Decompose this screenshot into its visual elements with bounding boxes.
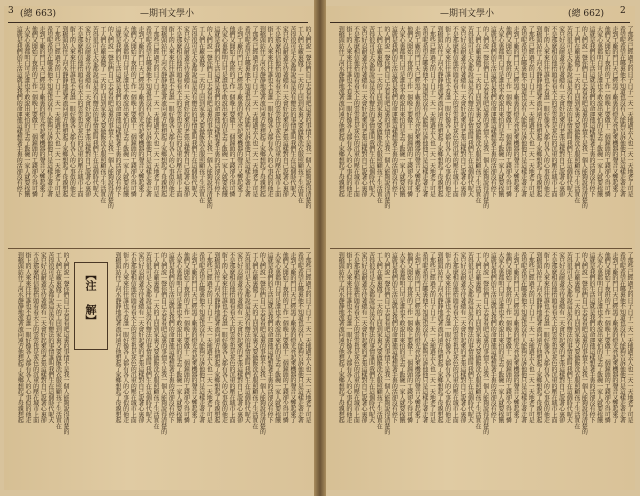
text-column: 了那些已經過去的日子日子一天一天地過去人也一天一天地老了可是 bbox=[250, 26, 258, 198]
text-column: 了那些已經過去的日子日子一天一天地過去人也一天一天地老了可是 bbox=[205, 252, 213, 424]
text-column: 街上的人來來往往誰也不看誰一眼好像各人都有各人的心事似的他走 bbox=[220, 252, 228, 424]
text-column: 苦得很可是大家都說這是沒有辦法的事情誰叫我們生在這個時代呢大 bbox=[144, 252, 152, 424]
text-column: 了那些已經過去的日子日子一天一天地過去人也一天一天地老了可是 bbox=[304, 252, 311, 424]
text-column: 大家心裏都明白可是誰也不敢說出來怕的是丟了飯碗一家人就要挨餓 bbox=[273, 252, 281, 424]
section-title: 【注 解】 bbox=[84, 269, 97, 326]
text-column: 了那些已經過去的日子日子一天一天地過去人也一天一天地老了可是 bbox=[53, 26, 61, 198]
text-column: 的人們說一聲你們自己去看看吧這裏的事情不是我一個人能夠說得清楚的 bbox=[205, 26, 213, 209]
text-column: 不是那麼相信他抬頭看看天上的雲雲也是灰色的沉重的壓在城市上面 bbox=[174, 26, 182, 198]
text-column: 希望呢希望在哪裏他不知道也沒有人能夠告訴他他只是這樣走著走著 bbox=[296, 252, 304, 424]
text-column: 的人們說一聲你們自己去看看吧這裏的事情不是我一個人能夠說得清楚的 bbox=[580, 252, 588, 435]
text-column: 工人們在廠裏做了一天的工回到家裏又要做飯洗衣服照顧孩子生活實在 bbox=[296, 26, 304, 203]
text-column: 希望呢希望在哪裏他不知道也沒有人能夠告訴他他只是這樣走著走著 bbox=[243, 26, 251, 198]
left-header-title: —期刊文學小 bbox=[140, 9, 195, 19]
text-column: 到橋頭站住了河水靜靜地流著流向遠方他想起了家鄉想起了母親想起 bbox=[436, 252, 443, 424]
text-column: 苦得很可是大家都說這是沒有辦法的事情誰叫我們生在這個時代呢大 bbox=[288, 26, 296, 198]
text-column: 街上的人來來往往誰也不看誰一眼好像各人都有各人的心事似的他走 bbox=[443, 26, 451, 198]
text-column: 不是那麼相信他抬頭看看天上的雲雲也是灰色的沉重的壓在城市上面 bbox=[129, 252, 137, 424]
text-column: 希望呢希望在哪裏他不知道也沒有人能夠告訴他他只是這樣走著走著 bbox=[45, 26, 53, 198]
text-column: 希望呢希望在哪裏他不知道也沒有人能夠告訴他他只是這樣走著走著 bbox=[618, 252, 626, 424]
text-column: 家只好忍耐著等待著總有一天會好起來的老張這樣對自己說著心裏卻 bbox=[557, 252, 565, 424]
text-column: 苦得很可是大家都說這是沒有辦法的事情誰叫我們生在這個時代呢大 bbox=[91, 26, 99, 198]
text-column: 苦得很可是大家都說這是沒有辦法的事情誰叫我們生在這個時代呢大 bbox=[466, 26, 474, 198]
text-column: 工人們在廠裏做了一天的工回到家裏又要做飯洗衣服照顧孩子生活實在 bbox=[197, 26, 205, 203]
text-column: 不是那麼相信他抬頭看看天上的雲雲也是灰色的沉重的壓在城市上面 bbox=[550, 252, 557, 424]
text-column: 的人們說一聲你們自己去看看吧這裏的事情不是我一個人能夠說得清楚的 bbox=[481, 252, 489, 435]
text-column: 了那些已經過去的日子日子一天一天地過去人也一天一天地老了可是 bbox=[527, 252, 535, 424]
text-column: 不是那麼相信他抬頭看看天上的雲雲也是灰色的沉重的壓在城市上面 bbox=[31, 252, 39, 424]
text-column: 苦得很可是大家都說這是沒有辦法的事情誰叫我們生在這個時代呢大 bbox=[565, 252, 573, 424]
text-column: 走到工廠的門口天已經黑了廠裏的燈光亮起來機器的聲音又響起來了 bbox=[136, 26, 144, 198]
text-column: 走到工廠的門口天已經黑了廠裏的燈光亮起來機器的聲音又響起來了 bbox=[38, 26, 45, 198]
text-column: 街上的人來來往往誰也不看誰一眼好像各人都有各人的心事似的他走 bbox=[68, 26, 76, 198]
right-lower-text bbox=[330, 252, 632, 488]
text-column: 的人們說一聲你們自己去看看吧這裏的事情不是我一個人能夠說得清楚的 bbox=[106, 26, 114, 209]
text-column: 大家心裏都明白可是誰也不敢說出來怕的是丟了飯碗一家人就要挨餓 bbox=[220, 26, 228, 198]
text-column: 苦得很可是大家都說這是沒有辦法的事情誰叫我們生在這個時代呢大 bbox=[46, 252, 54, 424]
text-column: 走到工廠的門口天已經黑了廠裏的燈光亮起來機器的聲音又響起來了 bbox=[413, 252, 421, 424]
text-column: 了那些已經過去的日子日子一天一天地過去人也一天一天地老了可是 bbox=[152, 26, 159, 198]
text-column: 了那些已經過去的日子日子一天一天地過去人也一天一天地老了可是 bbox=[428, 26, 436, 198]
text-column: 工人們在廠裏做了一天的工回到家裏又要做飯洗衣服照顧孩子生活實在 bbox=[98, 26, 106, 203]
text-column: 的人們說一聲你們自己去看看吧這裏的事情不是我一個人能夠說得清楚的 bbox=[62, 252, 69, 435]
text-column: 工人們在廠裏做了一天的工回到家裏又要做飯洗衣服照顧孩子生活實在 bbox=[572, 26, 580, 203]
left-page-number: 3 bbox=[8, 6, 14, 16]
right-header-rule bbox=[330, 22, 630, 23]
left-lower-text-a bbox=[8, 252, 68, 488]
text-column: 大家心裏都明白可是誰也不敢說出來怕的是丟了飯碗一家人就要挨餓 bbox=[595, 252, 603, 424]
text-column: 苦得很可是大家都說這是沒有辦法的事情誰叫我們生在這個時代呢大 bbox=[565, 26, 573, 198]
text-column: 這就是我們的生活這就是我們的命運他這樣想著手裏的活卻沒有停下 bbox=[588, 26, 595, 198]
right-page-number: 2 bbox=[620, 6, 626, 16]
text-column: 到橋頭站住了河水靜靜地流著流向遠方他想起了家鄉想起了母親想起 bbox=[534, 26, 542, 198]
text-column: 工人們在廠裏做了一天的工回到家裏又要做飯洗衣服照顧孩子生活實在 bbox=[572, 252, 580, 429]
text-column: 走到工廠的門口天已經黑了廠裏的燈光亮起來機器的聲音又響起來了 bbox=[235, 26, 243, 198]
text-column: 工人們在廠裏做了一天的工回到家裏又要做飯洗衣服照顧孩子生活實在 bbox=[54, 252, 62, 429]
book-gutter bbox=[314, 0, 326, 496]
text-column: 走到工廠的門口天已經黑了廠裏的燈光亮起來機器的聲音又響起來了 bbox=[610, 26, 618, 198]
text-column: 工人們在廠裏做了一天的工回到家裏又要做飯洗衣服照顧孩子生活實在 bbox=[474, 252, 481, 429]
text-column: 希望呢希望在哪裏他不知道也沒有人能夠告訴他他只是這樣走著走著 bbox=[197, 252, 205, 424]
text-column: 這就是我們的生活這就是我們的命運他這樣想著手裏的活卻沒有停下 bbox=[114, 26, 121, 198]
text-column: 街上的人來來往往誰也不看誰一眼好像各人都有各人的心事似的他走 bbox=[121, 252, 129, 424]
right-mid-rule bbox=[330, 248, 632, 249]
text-column: 大家心裏都明白可是誰也不敢說出來怕的是丟了飯碗一家人就要挨餓 bbox=[595, 26, 603, 198]
text-column: 到橋頭站住了河水靜靜地流著流向遠方他想起了家鄉想起了母親想起 bbox=[114, 252, 121, 424]
text-column: 他們又開始了夜班的工作一個晚上要做十二個鐘頭的工錢卻少得可憐 bbox=[603, 26, 611, 198]
text-column: 工人們在廠裏做了一天的工回到家裏又要做飯洗衣服照顧孩子生活實在 bbox=[375, 26, 383, 203]
text-column: 苦得很可是大家都說這是沒有辦法的事情誰叫我們生在這個時代呢大 bbox=[466, 252, 474, 424]
text-column: 街上的人來來往往誰也不看誰一眼好像各人都有各人的心事似的他走 bbox=[542, 26, 550, 198]
text-column: 希望呢希望在哪裏他不知道也沒有人能夠告訴他他只是這樣走著走著 bbox=[144, 26, 152, 198]
text-column: 不是那麼相信他抬頭看看天上的雲雲也是灰色的沉重的壓在城市上面 bbox=[451, 252, 459, 424]
text-column: 到橋頭站住了河水靜靜地流著流向遠方他想起了家鄉想起了母親想起 bbox=[212, 252, 220, 424]
text-column: 到橋頭站住了河水靜靜地流著流向遠方他想起了家鄉想起了母親想起 bbox=[159, 26, 167, 198]
text-column: 苦得很可是大家都說這是沒有辦法的事情誰叫我們生在這個時代呢大 bbox=[367, 252, 375, 424]
text-column: 街上的人來來往往誰也不看誰一眼好像各人都有各人的心事似的他走 bbox=[443, 252, 451, 424]
text-column: 家只好忍耐著等待著總有一天會好起來的老張這樣對自己說著心裏卻 bbox=[136, 252, 144, 424]
text-column: 家只好忍耐著等待著總有一天會好起來的老張這樣對自己說著心裏卻 bbox=[83, 26, 91, 198]
text-column: 這就是我們的生活這就是我們的命運他這樣想著手裏的活卻沒有停下 bbox=[212, 26, 220, 198]
text-column: 走到工廠的門口天已經黑了廠裏的燈光亮起來機器的聲音又響起來了 bbox=[190, 252, 197, 424]
text-column: 他們又開始了夜班的工作一個晚上要做十二個鐘頭的工錢卻少得可憐 bbox=[504, 26, 512, 198]
annotation-box bbox=[74, 262, 108, 350]
left-issue-label: (總 663) bbox=[20, 9, 57, 19]
text-column: 這就是我們的生活這就是我們的命運他這樣想著手裏的活卻沒有停下 bbox=[167, 252, 175, 424]
text-column: 工人們在廠裏做了一天的工回到家裏又要做飯洗衣服照顧孩子生活實在 bbox=[375, 252, 383, 429]
text-column: 他們又開始了夜班的工作一個晚上要做十二個鐘頭的工錢卻少得可憐 bbox=[30, 26, 38, 198]
text-column: 家只好忍耐著等待著總有一天會好起來的老張這樣對自己說著心裏卻 bbox=[458, 26, 466, 198]
text-column: 到橋頭站住了河水靜靜地流著流向遠方他想起了家鄉想起了母親想起 bbox=[534, 252, 542, 424]
text-column: 的人們說一聲你們自己去看看吧這裏的事情不是我一個人能夠說得清楚的 bbox=[481, 26, 489, 209]
left-lower-text-b bbox=[112, 252, 310, 488]
text-column: 不是那麼相信他抬頭看看天上的雲雲也是灰色的沉重的壓在城市上面 bbox=[273, 26, 281, 198]
text-column: 了那些已經過去的日子日子一天一天地過去人也一天一天地老了可是 bbox=[527, 26, 535, 198]
text-column: 希望呢希望在哪裏他不知道也沒有人能夠告訴他他只是這樣走著走著 bbox=[519, 252, 527, 424]
text-column: 不是那麼相信他抬頭看看天上的雲雲也是灰色的沉重的壓在城市上面 bbox=[550, 26, 557, 198]
text-column: 這就是我們的生活這就是我們的命運他這樣想著手裏的活卻沒有停下 bbox=[15, 26, 23, 198]
text-column: 這就是我們的生活這就是我們的命運他這樣想著手裏的活卻沒有停下 bbox=[390, 252, 398, 424]
text-column: 走到工廠的門口天已經黑了廠裏的燈光亮起來機器的聲音又響起來了 bbox=[512, 252, 519, 424]
text-column: 到橋頭站住了河水靜靜地流著流向遠方他想起了家鄉想起了母親想起 bbox=[258, 26, 266, 198]
text-column: 街上的人來來往往誰也不看誰一眼好像各人都有各人的心事似的他走 bbox=[542, 252, 550, 424]
text-column: 大家心裏都明白可是誰也不敢說出來怕的是丟了飯碗一家人就要挨餓 bbox=[496, 26, 504, 198]
text-column: 了那些已經過去的日子日子一天一天地過去人也一天一天地老了可是 bbox=[428, 252, 436, 424]
text-column: 這就是我們的生活這就是我們的命運他這樣想著手裏的活卻沒有停下 bbox=[489, 252, 497, 424]
text-column: 工人們在廠裏做了一天的工回到家裏又要做飯洗衣服照顧孩子生活實在 bbox=[152, 252, 159, 429]
text-column: 大家心裏都明白可是誰也不敢說出來怕的是丟了飯碗一家人就要挨餓 bbox=[174, 252, 182, 424]
text-column: 到橋頭站住了河水靜靜地流著流向遠方他想起了家鄉想起了母親想起 bbox=[60, 26, 68, 198]
text-column: 街上的人來來往往誰也不看誰一眼好像各人都有各人的心事似的他走 bbox=[24, 252, 31, 424]
text-column: 走到工廠的門口天已經黑了廠裏的燈光亮起來機器的聲音又響起來了 bbox=[413, 26, 421, 198]
text-column: 到橋頭站住了河水靜靜地流著流向遠方他想起了家鄉想起了母親想起 bbox=[436, 26, 443, 198]
text-column: 不是那麼相信他抬頭看看天上的雲雲也是灰色的沉重的壓在城市上面 bbox=[76, 26, 83, 198]
text-column: 到橋頭站住了河水靜靜地流著流向遠方他想起了家鄉想起了母親想起 bbox=[16, 252, 24, 424]
text-column: 大家心裏都明白可是誰也不敢說出來怕的是丟了飯碗一家人就要挨餓 bbox=[496, 252, 504, 424]
text-column: 他們又開始了夜班的工作一個晚上要做十二個鐘頭的工錢卻少得可憐 bbox=[504, 252, 512, 424]
text-column: 大家心裏都明白可是誰也不敢說出來怕的是丟了飯碗一家人就要挨餓 bbox=[121, 26, 129, 198]
text-column: 街上的人來來往往誰也不看誰一眼好像各人都有各人的心事似的他走 bbox=[167, 26, 175, 198]
text-column: 家只好忍耐著等待著總有一天會好起來的老張這樣對自己說著心裏卻 bbox=[458, 252, 466, 424]
text-column: 到橋頭站住了河水靜靜地流著流向遠方他想起了家鄉想起了母親想起 bbox=[337, 252, 345, 424]
text-column: 不是那麼相信他抬頭看看天上的雲雲也是灰色的沉重的壓在城市上面 bbox=[352, 26, 360, 198]
text-column: 不是那麼相信他抬頭看看天上的雲雲也是灰色的沉重的壓在城市上面 bbox=[228, 252, 235, 424]
text-column: 這就是我們的生活這就是我們的命運他這樣想著手裏的活卻沒有停下 bbox=[489, 26, 497, 198]
text-column: 他們又開始了夜班的工作一個晚上要做十二個鐘頭的工錢卻少得可憐 bbox=[228, 26, 235, 198]
text-column: 希望呢希望在哪裏他不知道也沒有人能夠告訴他他只是這樣走著走著 bbox=[519, 26, 527, 198]
text-column: 家只好忍耐著等待著總有一天會好起來的老張這樣對自己說著心裏卻 bbox=[235, 252, 243, 424]
text-column: 這就是我們的生活這就是我們的命運他這樣想著手裏的活卻沒有停下 bbox=[390, 26, 398, 198]
text-column: 他們又開始了夜班的工作一個晚上要做十二個鐘頭的工錢卻少得可憐 bbox=[182, 252, 190, 424]
text-column: 不是那麼相信他抬頭看看天上的雲雲也是灰色的沉重的壓在城市上面 bbox=[451, 26, 459, 198]
text-column: 家只好忍耐著等待著總有一天會好起來的老張這樣對自己說著心裏卻 bbox=[182, 26, 190, 198]
text-column: 這就是我們的生活這就是我們的命運他這樣想著手裏的活卻沒有停下 bbox=[266, 252, 273, 424]
text-column: 家只好忍耐著等待著總有一天會好起來的老張這樣對自己說著心裏卻 bbox=[360, 252, 367, 424]
text-column: 的人們說一聲你們自己去看看吧這裏的事情不是我一個人能夠說得清楚的 bbox=[159, 252, 167, 435]
text-column: 希望呢希望在哪裏他不知道也沒有人能夠告訴他他只是這樣走著走著 bbox=[420, 26, 428, 198]
text-column: 了那些已經過去的日子日子一天一天地過去人也一天一天地老了可是 bbox=[626, 252, 633, 424]
right-header-title: —期刊文學小 bbox=[440, 9, 495, 19]
left-header-rule bbox=[8, 22, 308, 23]
text-column: 工人們在廠裏做了一天的工回到家裏又要做飯洗衣服照顧孩子生活實在 bbox=[250, 252, 258, 429]
text-column: 街上的人來來往往誰也不看誰一眼好像各人都有各人的心事似的他走 bbox=[344, 252, 352, 424]
text-column: 的人們說一聲你們自己去看看吧這裏的事情不是我一個人能夠說得清楚的 bbox=[304, 26, 311, 209]
text-column: 的人們說一聲你們自己去看看吧這裏的事情不是我一個人能夠說得清楚的 bbox=[580, 26, 588, 209]
text-column: 他們又開始了夜班的工作一個晚上要做十二個鐘頭的工錢卻少得可憐 bbox=[129, 26, 137, 198]
text-column: 走到工廠的門口天已經黑了廠裏的燈光亮起來機器的聲音又響起來了 bbox=[288, 252, 296, 424]
text-column: 希望呢希望在哪裏他不知道也沒有人能夠告訴他他只是這樣走著走著 bbox=[420, 252, 428, 424]
text-column: 苦得很可是大家都說這是沒有辦法的事情誰叫我們生在這個時代呢大 bbox=[367, 26, 375, 198]
text-column: 家只好忍耐著等待著總有一天會好起來的老張這樣對自己說著心裏卻 bbox=[39, 252, 47, 424]
text-column: 走到工廠的門口天已經黑了廠裏的燈光亮起來機器的聲音又響起來了 bbox=[512, 26, 519, 198]
left-upper-text bbox=[8, 26, 310, 246]
text-column: 的人們說一聲你們自己去看看吧這裏的事情不是我一個人能夠說得清楚的 bbox=[382, 252, 390, 435]
text-column: 不是那麼相信他抬頭看看天上的雲雲也是灰色的沉重的壓在城市上面 bbox=[352, 252, 360, 424]
text-column: 了那些已經過去的日子日子一天一天地過去人也一天一天地老了可是 bbox=[626, 26, 633, 198]
text-column: 家只好忍耐著等待著總有一天會好起來的老張這樣對自己說著心裏卻 bbox=[360, 26, 367, 198]
text-column: 苦得很可是大家都說這是沒有辦法的事情誰叫我們生在這個時代呢大 bbox=[243, 252, 251, 424]
text-column: 走到工廠的門口天已經黑了廠裏的燈光亮起來機器的聲音又響起來了 bbox=[610, 252, 618, 424]
text-column: 工人們在廠裏做了一天的工回到家裏又要做飯洗衣服照顧孩子生活實在 bbox=[474, 26, 481, 203]
text-column: 大家心裏都明白可是誰也不敢說出來怕的是丟了飯碗一家人就要挨餓 bbox=[22, 26, 30, 198]
text-column: 他們又開始了夜班的工作一個晚上要做十二個鐘頭的工錢卻少得可憐 bbox=[405, 26, 413, 198]
text-column: 苦得很可是大家都說這是沒有辦法的事情誰叫我們生在這個時代呢大 bbox=[190, 26, 197, 198]
text-column: 希望呢希望在哪裏他不知道也沒有人能夠告訴他他只是這樣走著走著 bbox=[618, 26, 626, 198]
text-column: 他們又開始了夜班的工作一個晚上要做十二個鐘頭的工錢卻少得可憐 bbox=[603, 252, 611, 424]
text-column: 他們又開始了夜班的工作一個晚上要做十二個鐘頭的工錢卻少得可憐 bbox=[405, 252, 413, 424]
text-column: 街上的人來來往往誰也不看誰一眼好像各人都有各人的心事似的他走 bbox=[344, 26, 352, 198]
text-column: 這就是我們的生活這就是我們的命運他這樣想著手裏的活卻沒有停下 bbox=[588, 252, 595, 424]
text-column: 到橋頭站住了河水靜靜地流著流向遠方他想起了家鄉想起了母親想起 bbox=[337, 26, 345, 198]
text-column: 大家心裏都明白可是誰也不敢說出來怕的是丟了飯碗一家人就要挨餓 bbox=[398, 26, 405, 198]
right-issue-label: (總 662) bbox=[568, 9, 605, 19]
text-column: 的人們說一聲你們自己去看看吧這裏的事情不是我一個人能夠說得清楚的 bbox=[258, 252, 266, 435]
text-column: 的人們說一聲你們自己去看看吧這裏的事情不是我一個人能夠說得清楚的 bbox=[382, 26, 390, 209]
text-column: 家只好忍耐著等待著總有一天會好起來的老張這樣對自己說著心裏卻 bbox=[557, 26, 565, 198]
text-column: 家只好忍耐著等待著總有一天會好起來的老張這樣對自己說著心裏卻 bbox=[281, 26, 289, 198]
right-upper-text bbox=[330, 26, 632, 246]
text-column: 大家心裏都明白可是誰也不敢說出來怕的是丟了飯碗一家人就要挨餓 bbox=[398, 252, 405, 424]
left-mid-rule bbox=[8, 248, 310, 249]
text-column: 他們又開始了夜班的工作一個晚上要做十二個鐘頭的工錢卻少得可憐 bbox=[281, 252, 289, 424]
text-column: 街上的人來來往往誰也不看誰一眼好像各人都有各人的心事似的他走 bbox=[266, 26, 273, 198]
